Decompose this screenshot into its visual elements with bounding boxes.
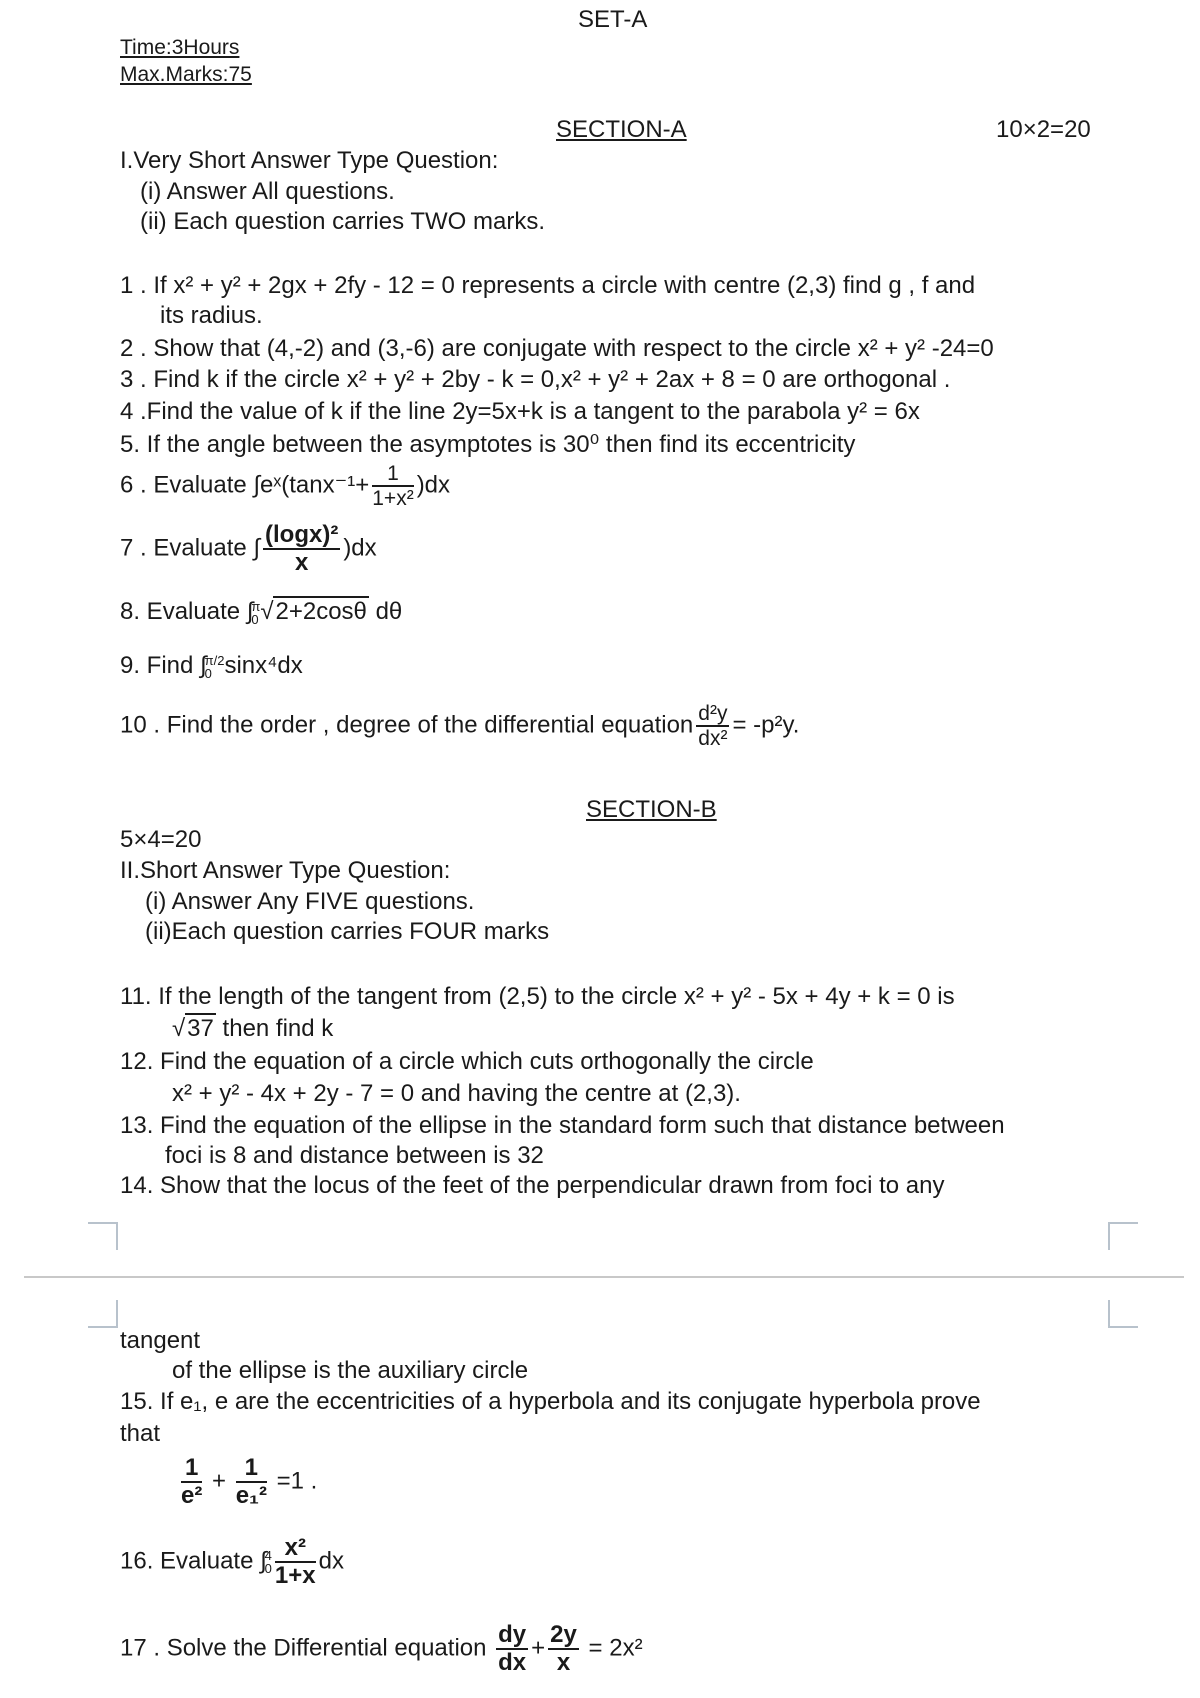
question-16-numerator: x²	[275, 1535, 316, 1563]
question-17-fraction-1	[496, 1622, 528, 1677]
question-9	[120, 652, 303, 680]
question-7-prefix: 7 . Evaluate ∫	[120, 534, 260, 562]
question-16-denominator: 1+x	[274, 1562, 316, 1590]
question-10-suffix: = -p²y.	[732, 711, 800, 739]
question-13-line-2: foci is 8 and distance between is 32	[165, 1142, 544, 1169]
question-2: 2 . Show that (4,-2) and (3,-6) are conjugate with respect to the circle x² + y² -24=0	[120, 335, 994, 362]
question-17-suffix: = 2x²	[588, 1634, 643, 1662]
section-a-instruction-2: (ii) Each question carries TWO marks.	[140, 208, 545, 235]
question-8-suffix: dθ	[375, 598, 403, 625]
question-15-fraction-2-denominator: e₁²	[235, 1482, 267, 1510]
time-label: Time:3Hours	[120, 36, 240, 59]
question-15-line-1: 15. If e₁, e are the eccentricities of a hyperbola and its conjugate hyperbola prove	[120, 1388, 981, 1415]
question-7-fraction	[263, 522, 340, 577]
question-9-upper-limit: π/2	[204, 652, 225, 668]
page-divider	[24, 1276, 1184, 1278]
crop-mark-right-top	[1108, 1222, 1138, 1250]
question-6	[120, 462, 450, 510]
question-17	[120, 1622, 643, 1677]
question-16-suffix: dx	[318, 1547, 344, 1575]
question-11-line-1: 11. If the length of the tangent from (2,5) to the circle x² + y² - 5x + 4y + k = 0 is	[120, 983, 955, 1010]
question-8-prefix: 8. Evaluate ∫	[120, 598, 254, 625]
set-label: SET-A	[578, 6, 648, 33]
question-17-fraction-2-denominator: x	[556, 1649, 571, 1677]
question-8-limits	[251, 600, 260, 626]
crop-mark-left-top	[88, 1222, 118, 1250]
question-11-radicand: 37	[187, 1015, 214, 1042]
question-15-plus: +	[212, 1467, 227, 1495]
question-16-prefix: 16. Evaluate ∫	[120, 1547, 267, 1575]
question-11-line-2: √37 then find k	[172, 1015, 334, 1042]
question-6-fraction	[372, 462, 413, 510]
question-10-fraction	[696, 702, 729, 750]
question-14-line-1: 14. Show that the locus of the feet of the perpendicular drawn from foci to any	[120, 1172, 945, 1199]
question-9-prefix: 9. Find ∫	[120, 652, 207, 679]
question-15-fraction-2-numerator: 1	[236, 1455, 267, 1483]
question-6-suffix: )dx	[416, 471, 451, 499]
question-7-suffix: )dx	[343, 534, 377, 562]
question-8-upper-limit: π	[251, 598, 261, 614]
crop-mark-right-bottom	[1108, 1300, 1138, 1328]
question-9-suffix: sinx⁴dx	[224, 652, 303, 679]
question-17-fraction-1-denominator: dx	[498, 1649, 527, 1677]
section-a-heading: I.Very Short Answer Type Question:	[120, 147, 499, 174]
question-17-fraction-1-numerator: dy	[496, 1622, 528, 1650]
crop-mark-left-bottom	[88, 1300, 118, 1328]
question-10-denominator: dx²	[698, 727, 728, 751]
question-9-lower-limit: 0	[204, 665, 212, 681]
question-7-denominator: x	[294, 549, 309, 577]
question-15-fraction-1-numerator: 1	[181, 1455, 202, 1483]
question-14-line-2: tangent	[120, 1327, 201, 1354]
question-16-fraction	[275, 1535, 316, 1590]
question-10-prefix: 10 . Find the order , degree of the differential equation	[120, 711, 694, 739]
question-11-tail: then find k	[222, 1015, 334, 1042]
question-17-fraction-2	[548, 1622, 579, 1677]
section-a-title: SECTION-A	[556, 116, 687, 143]
question-15-expression	[178, 1455, 317, 1510]
question-8: 8. Evaluate ∫ π 0 √2+2cosθ dθ	[120, 598, 403, 627]
question-16-limits	[265, 1549, 272, 1575]
question-15-suffix: =1 .	[276, 1467, 318, 1495]
question-9-limits	[205, 654, 225, 680]
section-a-marks: 10×2=20	[996, 116, 1091, 143]
section-b-instruction-1: (i) Answer Any FIVE questions.	[145, 888, 475, 915]
question-17-fraction-2-numerator: 2y	[548, 1622, 579, 1650]
section-b-instruction-2: (ii)Each question carries FOUR marks	[145, 918, 550, 945]
question-14-line-3: of the ellipse is the auxiliary circle	[172, 1357, 529, 1384]
question-7	[120, 522, 377, 577]
question-12-line-2: x² + y² - 4x + 2y - 7 = 0 and having the centre at (2,3).	[172, 1080, 741, 1107]
section-b-title: SECTION-B	[586, 796, 717, 823]
question-4: 4 .Find the value of k if the line 2y=5x+k is a tangent to the parabola y² = 6x	[120, 398, 920, 425]
section-a-instruction-1: (i) Answer All questions.	[140, 178, 395, 205]
question-3: 3 . Find k if the circle x² + y² + 2by - k = 0,x² + y² + 2ax + 8 = 0 are orthogonal .	[120, 366, 951, 393]
question-17-prefix: 17 . Solve the Differential equation	[120, 1634, 487, 1662]
question-1-line-1: 1 . If x² + y² + 2gx + 2fy - 12 = 0 represents a circle with centre (2,3) find g , f and	[120, 272, 976, 299]
max-marks-label: Max.Marks:75	[120, 63, 252, 86]
question-16-lower-limit: 0	[264, 1561, 272, 1577]
question-16-upper-limit: 4	[264, 1548, 272, 1564]
question-1-line-2: its radius.	[160, 302, 263, 329]
question-15-fraction-1-denominator: e²	[181, 1482, 203, 1510]
question-6-prefix: 6 . Evaluate ∫eˣ(tanx⁻¹+	[120, 471, 370, 499]
question-10	[120, 702, 799, 750]
question-7-numerator: (logx)²	[263, 522, 340, 550]
question-13-line-1: 13. Find the equation of the ellipse in the standard form such that distance between	[120, 1112, 1005, 1139]
question-8-radicand: 2+2cosθ	[275, 598, 367, 625]
question-10-numerator: d²y	[696, 702, 729, 727]
question-5: 5. If the angle between the asymptotes is 30⁰ then find its eccentricity	[120, 431, 856, 458]
question-8-lower-limit: 0	[251, 611, 259, 627]
question-15-line-2: that	[120, 1420, 161, 1447]
question-17-plus: +	[531, 1634, 546, 1662]
question-6-denominator: 1+x²	[372, 487, 414, 511]
question-15-fraction-2	[236, 1455, 267, 1510]
question-12-line-1: 12. Find the equation of a circle which cuts orthogonally the circle	[120, 1048, 814, 1075]
question-16	[120, 1535, 344, 1590]
question-6-numerator: 1	[372, 462, 413, 487]
section-b-heading: II.Short Answer Type Question:	[120, 857, 451, 884]
question-15-fraction-1	[181, 1455, 202, 1510]
section-b-marks: 5×4=20	[120, 826, 202, 853]
